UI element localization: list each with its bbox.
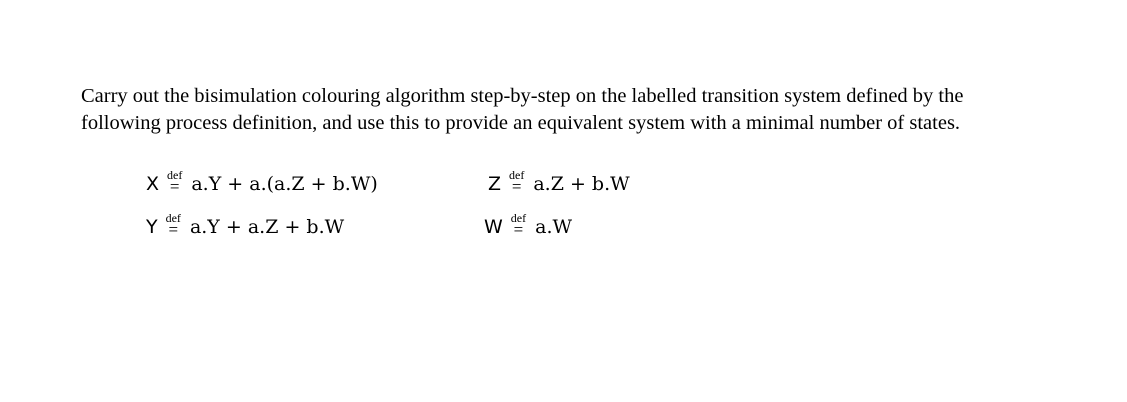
- process-name-z: Z: [488, 173, 502, 195]
- definition-y: [146, 212, 344, 242]
- definition-z: [488, 169, 630, 199]
- process-name-x: X: [146, 173, 160, 195]
- equals-sign: =: [169, 176, 180, 196]
- process-expression-z: a.Z + b.W: [533, 173, 630, 195]
- equals-sign: =: [513, 219, 524, 239]
- def-label: def: [165, 210, 181, 225]
- def-label: def: [509, 167, 525, 182]
- definition-x: [146, 169, 378, 199]
- equals-sign: =: [168, 219, 179, 239]
- def-label: def: [167, 167, 183, 182]
- problem-statement-line-1: Carry out the bisimulation colouring algorithm step-by-step on the labelled transition system defined by the: [81, 85, 964, 107]
- def-equals-symbol: [510, 210, 527, 239]
- equals-sign: =: [511, 176, 522, 196]
- process-expression-x: a.Y + a.(a.Z + b.W): [191, 173, 378, 195]
- def-equals-symbol: [509, 167, 525, 196]
- process-name-y: Y: [146, 216, 158, 238]
- def-label: def: [510, 210, 527, 225]
- problem-statement: [81, 83, 1071, 137]
- process-expression-w: a.W: [535, 216, 573, 238]
- process-name-w: W: [484, 216, 503, 238]
- process-expression-y: a.Y + a.Z + b.W: [189, 216, 345, 238]
- problem-statement-line-2: following process definition, and use this to provide an equivalent system with a minimal number of states.: [81, 112, 961, 134]
- def-equals-symbol: [165, 210, 181, 239]
- def-equals-symbol: [167, 167, 183, 196]
- definition-w: [484, 212, 572, 242]
